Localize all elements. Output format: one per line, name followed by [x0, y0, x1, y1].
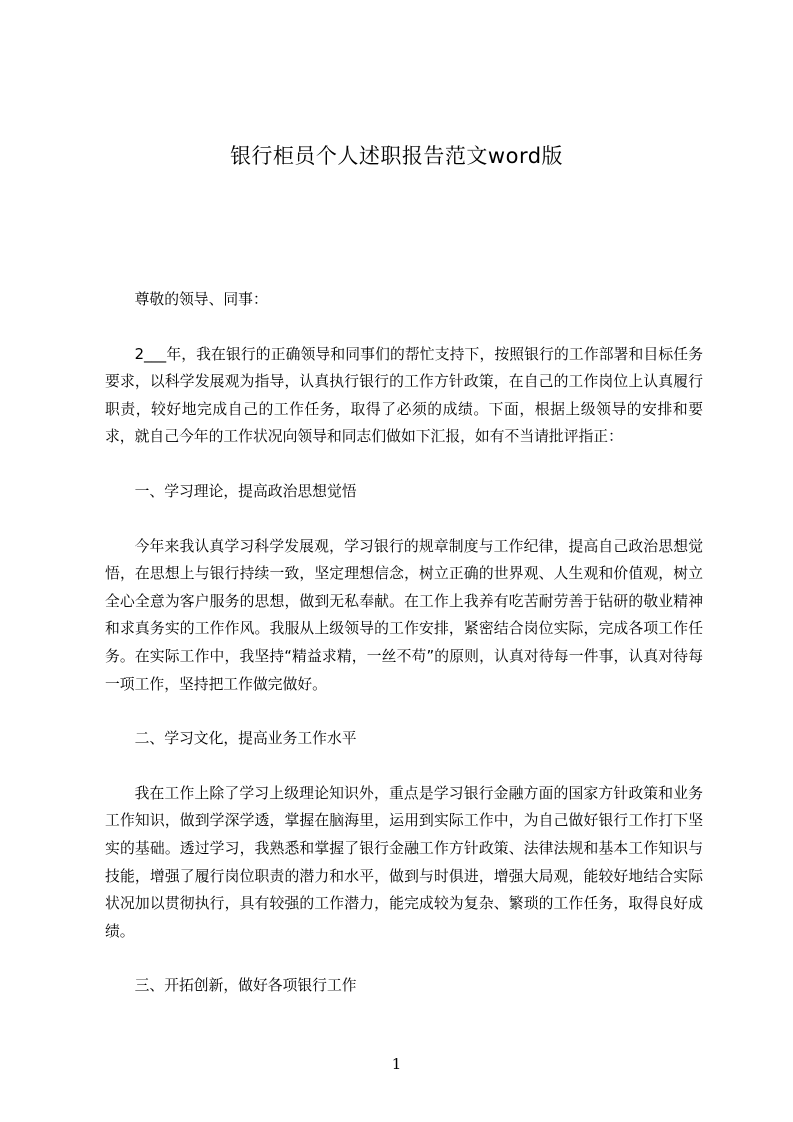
intro-paragraph: 2___年，我在银行的正确领导和同事们的帮忙支持下，按照银行的工作部署和目标任务要求，以科学发展观为指导，认真执行银行的工作方针政策，在自己的工作岗位上认真履行职责，较好地完成自己的工作任务，取得了必须的成绩。下面，根据上级领导的安排和要求，就自己今年的工作状况向领导和同志们做如下汇报，如有不当请批评指正： [105, 345, 703, 446]
salutation: 尊敬的领导、同事： [134, 291, 268, 308]
section-heading-1: 一、学习理论，提高政治思想觉悟 [134, 482, 357, 500]
section-heading-3: 三、开拓创新，做好各项银行工作 [134, 977, 357, 995]
page-number: 1 [391, 1055, 402, 1073]
document-title: 银行柜员个人述职报告范文word版 [229, 144, 564, 168]
section-body-2: 我在工作上除了学习上级理论知识外，重点是学习银行金融方面的国家方针政策和业务工作知识，做到学深学透，掌握在脑海里，运用到实际工作中，为自己做好银行工作打下坚实的基础。透过学习，我熟悉和掌握了银行金融工作方针政策、法律法规和基本工作知识与技能，增强了履行岗位职责的潜力和水平，做到与时俱进，增强大局观，能较好地结合实际状况加以贯彻执行，具有较强的工作潜力，能完成较为复杂、繁琐的工作任务，取得良好成绩。 [105, 784, 703, 940]
section-body-1: 今年来我认真学习科学发展观，学习银行的规章制度与工作纪律，提高自己政治思想觉悟，在思想上与银行持续一致，坚定理想信念，树立正确的世界观、人生观和价值观，树立全心全意为客户服务的思想，做到无私奉献。在工作上我养有吃苦耐劳善于钻研的敬业精神和求真务实的工作作风。我服从上级领导的工作安排，紧密结合岗位实际，完成各项工作任务。在实际工作中，我坚持“精益求精，一丝不苟”的原则，认真对待每一件事，认真对待每一项工作，坚持把工作做完做好。 [105, 537, 703, 693]
document-body [105, 286, 703, 1000]
section-heading-2: 二、学习文化，提高业务工作水平 [134, 730, 357, 748]
